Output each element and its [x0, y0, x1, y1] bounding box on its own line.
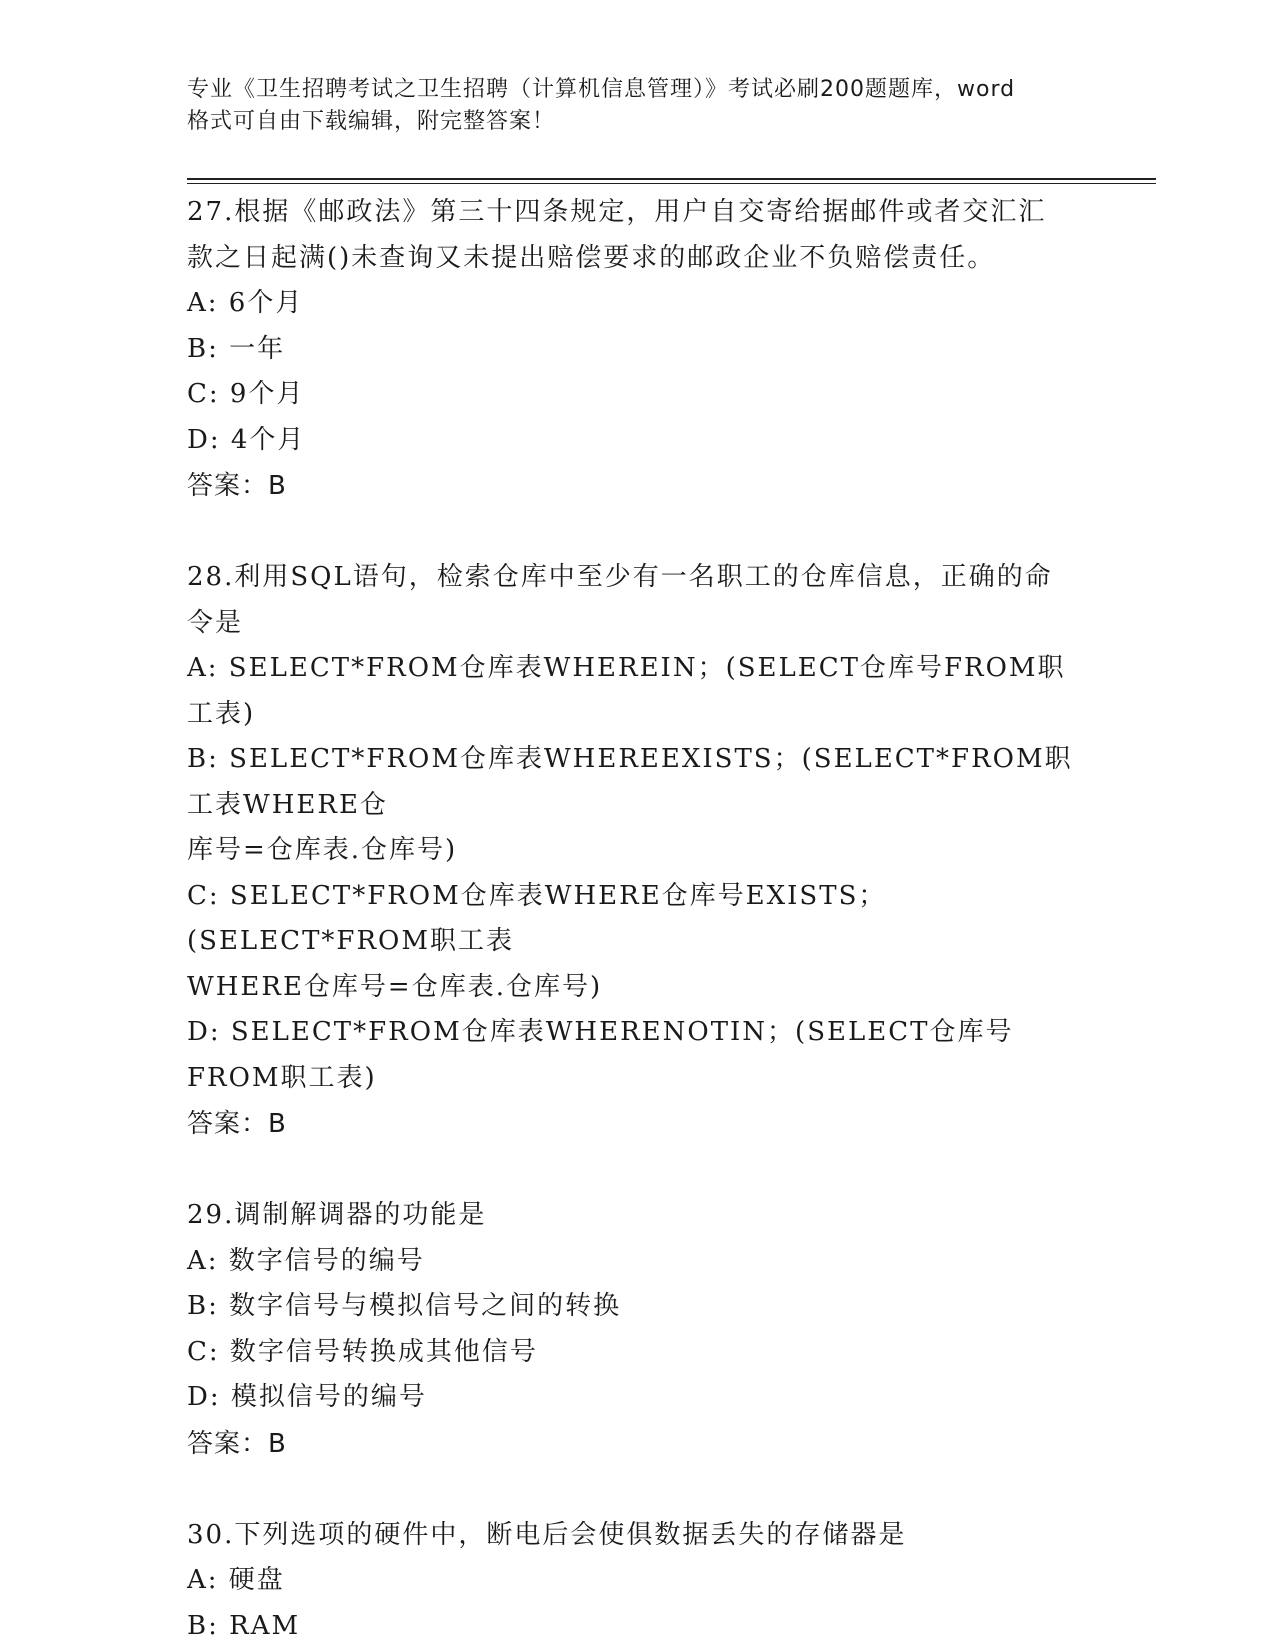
question-text-line: 28.利用SQL语句，检索仓库中至少有一名职工的仓库信息，正确的命 [187, 562, 1053, 592]
question-text-line: 令是 [187, 607, 244, 638]
document-header [187, 74, 1087, 138]
question-text-line: 30.下列选项的硬件中，断电后会使俱数据丢失的存储器是 [187, 1519, 907, 1550]
header-rule-thick [187, 178, 1156, 180]
question-30 [187, 1513, 1087, 1650]
question-27 [187, 190, 1087, 509]
question-29 [187, 1193, 1087, 1467]
question-text-line: 款之日起满()未查询又未提出赔偿要求的邮政企业不负赔偿责任。 [187, 242, 996, 273]
answer-label: 答案：B [187, 1109, 287, 1139]
option-b: B: 一年 [187, 333, 286, 364]
option-c: C: SELECT*FROM仓库表WHERE仓库号EXISTS；(SELECT*FROM职工表 WHERE仓库号=仓库表.仓库号) [187, 880, 887, 1002]
option-a: A: 硬盘 [187, 1565, 285, 1595]
option-a: A: SELECT*FROM仓库表WHEREIN；(SELECT仓库号FROM职工表) [187, 653, 1066, 729]
questions-list [187, 190, 1087, 1649]
question-text-line: 29.调制解调器的功能是 [187, 1200, 487, 1230]
answer-label: 答案：B [187, 471, 287, 501]
option-b: B: SELECT*FROM仓库表WHEREEXISTS；(SELECT*FROM职工表WHERE仓 库号=仓库表.仓库号) [187, 744, 1073, 865]
option-a: A: 6个月 [187, 288, 304, 318]
question-spacer [187, 509, 1087, 555]
question-spacer [187, 1467, 1087, 1513]
question-text-line: 27.根据《邮政法》第三十四条规定，用户自交寄给据邮件或者交汇汇 [187, 197, 1047, 227]
header-line-1: 专业《卫生招聘考试之卫生招聘（计算机信息管理）》考试必刷200题题库，word [187, 77, 1016, 102]
answer-label: 答案：B [187, 1428, 287, 1459]
option-c: C: 9个月 [187, 379, 305, 409]
option-d: D: 4个月 [187, 424, 306, 455]
option-b: B: RAM [187, 1610, 301, 1641]
option-d: D: SELECT*FROM仓库表WHERENOTIN；(SELECT仓库号FROM职工表) [187, 1017, 1014, 1093]
header-rule-thin [187, 183, 1156, 184]
option-b: B: 数字信号与模拟信号之间的转换 [187, 1291, 622, 1321]
question-28 [187, 555, 1087, 1147]
option-d: D: 模拟信号的编号 [187, 1382, 427, 1412]
question-spacer [187, 1147, 1087, 1193]
option-c: C: 数字信号转换成其他信号 [187, 1336, 538, 1367]
header-line-2: 格式可自由下载编辑，附完整答案！ [187, 109, 556, 134]
option-a: A: 数字信号的编号 [187, 1245, 425, 1276]
